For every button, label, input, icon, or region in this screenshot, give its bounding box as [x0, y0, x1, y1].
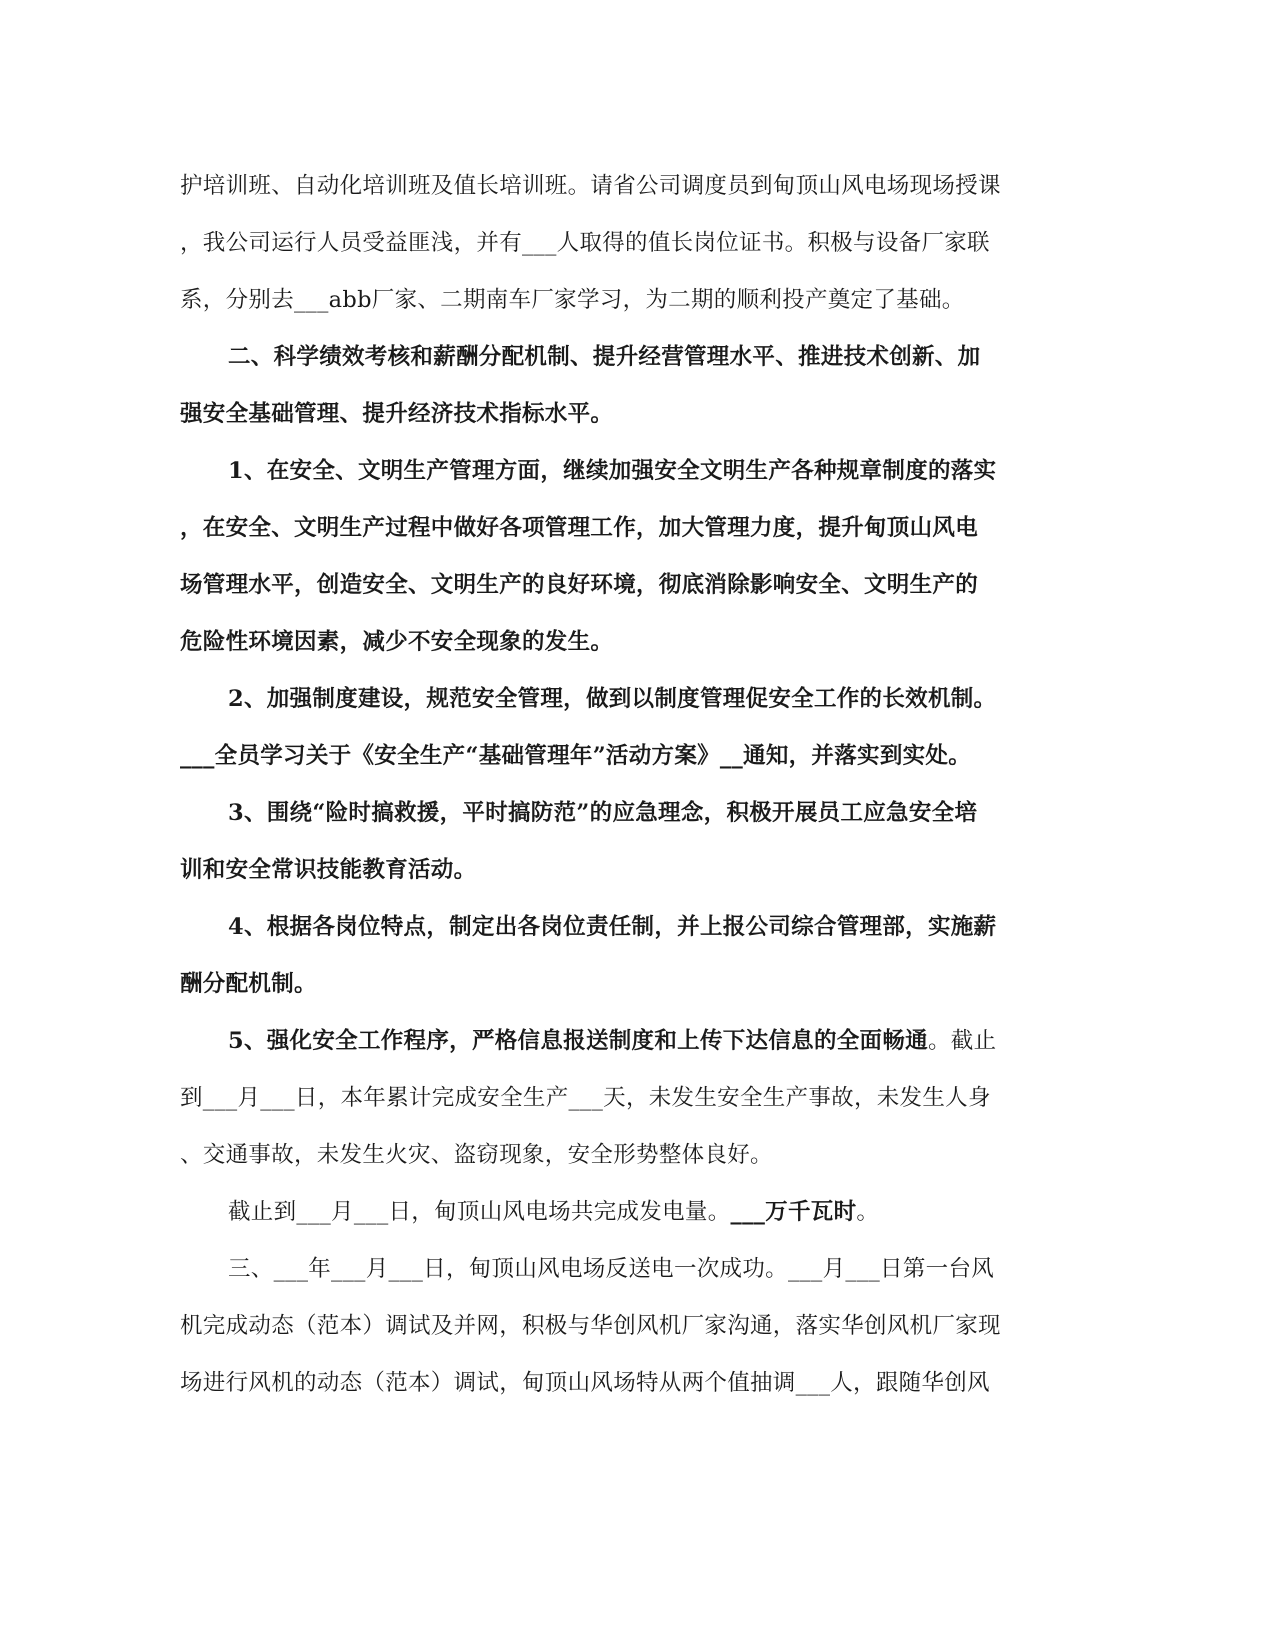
item-1: 1、在安全、文明生产管理方面，继续加强安全文明生产各种规章制度的落实 [228, 458, 997, 484]
item-1-cont: 危险性环境因素，减少不安全现象的发生。 [180, 629, 614, 655]
section-3-cont: 场进行风机的动态（范本）调试，甸顶山风场特从两个值抽调___人，跟随华创风 [180, 1370, 990, 1396]
generation-summary-value: ___万千瓦时 [730, 1199, 857, 1225]
item-1-cont: ，在安全、文明生产过程中做好各项管理工作，加大管理力度，提升甸顶山风电 [180, 515, 979, 541]
text-line: 系，分别去___abb厂家、二期南车厂家学习，为二期的顺利投产奠定了基础。 [180, 287, 965, 313]
generation-summary-text: 截止到___月___日，甸顶山风电场共完成发电量。 [228, 1199, 731, 1225]
item-5 [180, 1013, 1040, 1070]
section-heading-3: 三、___年___月___日，甸顶山风电场反送电一次成功。___月___日第一台风 [228, 1256, 995, 1282]
item-5-cont: 、交通事故，未发生火灾、盗窃现象，安全形势整体良好。 [180, 1142, 773, 1168]
generation-summary [180, 1184, 1040, 1241]
item-4-cont: 酬分配机制。 [180, 971, 317, 997]
text-line: 护培训班、自动化培训班及值长培训班。请省公司调度员到甸顶山风电场现场授课 [180, 173, 1001, 199]
document-body [180, 158, 1040, 1412]
item-5-lead: 5、强化安全工作程序，严格信息报送制度和上传下达信息的全面畅通 [228, 1028, 928, 1054]
item-2: 2、加强制度建设，规范安全管理，做到以制度管理促安全工作的长效机制。 [228, 686, 997, 712]
text-line: ，我公司运行人员受益匪浅，并有___人取得的值长岗位证书。积极与设备厂家联 [180, 230, 990, 256]
item-2-cont: ___全员学习关于《安全生产“基础管理年”活动方案》__通知，并落实到实处。 [180, 743, 972, 769]
section-heading-2: 二、科学绩效考核和薪酬分配机制、提升经营管理水平、推进技术创新、加 [228, 344, 981, 370]
item-5-cont: 到___月___日，本年累计完成安全生产___天，未发生安全生产事故，未发生人身 [180, 1085, 991, 1111]
item-3-cont: 训和安全常识技能教育活动。 [180, 857, 477, 883]
section-heading-2-cont: 强安全基础管理、提升经济技术指标水平。 [180, 401, 614, 427]
section-3-cont: 机完成动态（范本）调试及并网，积极与华创风机厂家沟通，落实华创风机厂家现 [180, 1313, 1001, 1339]
item-5-tail: 。截止 [927, 1028, 997, 1054]
item-3: 3、围绕“险时搞救援，平时搞防范”的应急理念，积极开展员工应急安全培 [228, 800, 978, 826]
item-1-cont: 场管理水平，创造安全、文明生产的良好环境，彻底消除影响安全、文明生产的 [180, 572, 979, 598]
generation-summary-end: 。 [856, 1199, 880, 1225]
item-4: 4、根据各岗位特点，制定出各岗位责任制，并上报公司综合管理部，实施薪 [228, 914, 997, 940]
